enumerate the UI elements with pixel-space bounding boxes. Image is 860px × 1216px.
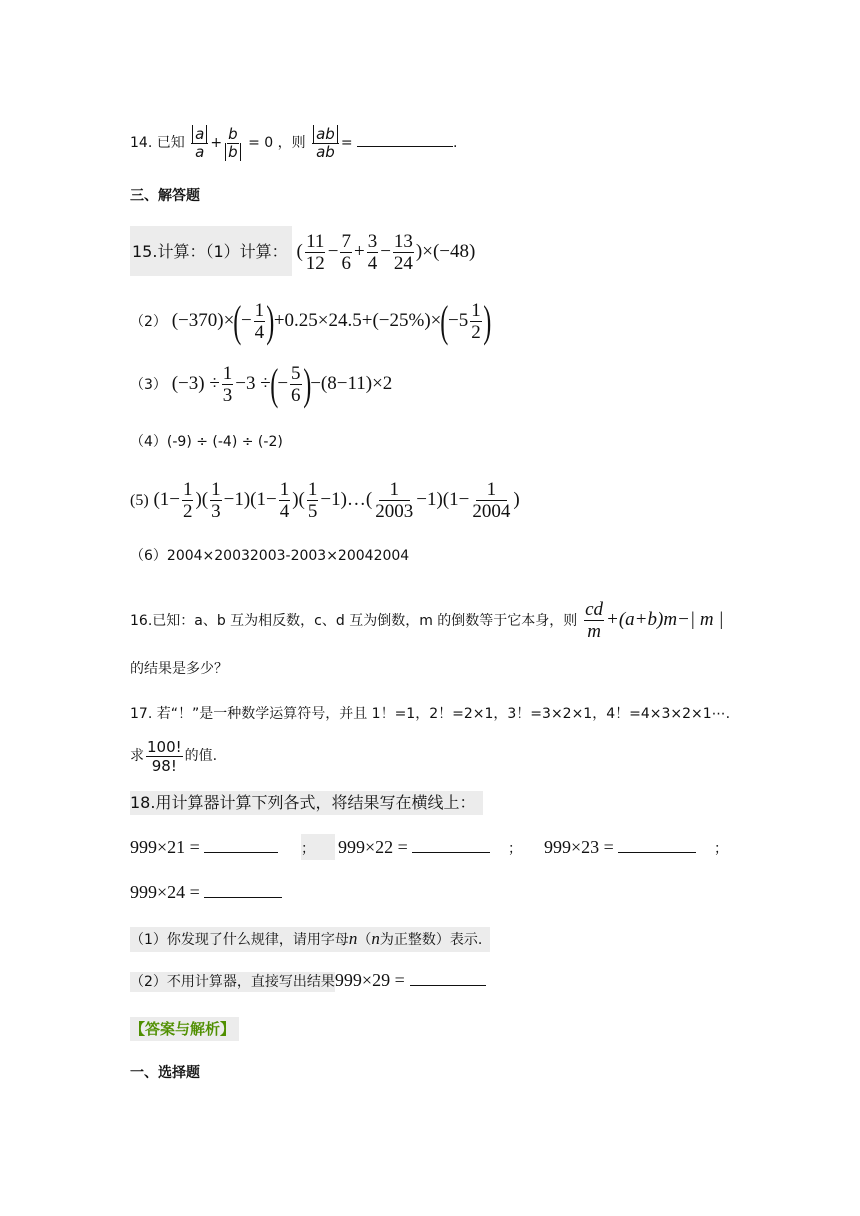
section-heading-3: 三、解答题 xyxy=(130,188,200,204)
q16-expression: $\frac{cd}{m}$ +(a+b)m−| m | xyxy=(585,599,724,643)
q18-row1 xyxy=(130,837,278,857)
q15-p2-expression: (−370)×(− $\frac{1}{4}$ )+0.25×24.5+(−25%)×(−5 $\frac{1}{2}$ ) xyxy=(171,296,492,346)
q18-expr2: 999×22 = xyxy=(338,837,408,857)
q14-then: ，则 xyxy=(277,135,306,151)
q18-row1c xyxy=(544,837,696,857)
answer-heading: 【答案与解析】 xyxy=(130,1017,239,1041)
q15-label: 15.计算：（1）计算： xyxy=(130,226,292,276)
q18-blank1[interactable] xyxy=(204,852,278,853)
q14-eq: = 0 xyxy=(248,135,274,151)
q16-text: 16.已知：a、b 互为相反数，c、d 互为倒数，m 的倒数等于它本身，则 xyxy=(130,613,578,629)
q18-semi3: ； xyxy=(714,841,728,857)
q14-number: 14. xyxy=(130,135,153,151)
q15-p3-label: （3） xyxy=(130,377,167,393)
q15-part4: （4）(-9) ÷ (-4) ÷ (-2) xyxy=(130,434,283,450)
q14-prefix: 已知 xyxy=(156,135,185,151)
q14-dot: . xyxy=(453,135,458,151)
q18-blank4[interactable] xyxy=(204,897,282,898)
q18-semi2: ； xyxy=(508,841,522,857)
q18-sub1: （1）你发现了什么规律，请用字母n（n为正整数）表示. xyxy=(130,927,490,952)
q18-sub2-expr: 999×29 = xyxy=(334,970,405,990)
q14-condition: $\frac{a}{a}$ + $\frac{b}{b}$ xyxy=(189,135,248,151)
q18-row2 xyxy=(130,882,282,902)
q18-expr3: 999×23 = xyxy=(544,837,614,857)
question-16 xyxy=(130,592,724,648)
q15-p2-label: （2） xyxy=(130,314,167,330)
q15-part1 xyxy=(130,226,475,274)
q15-part5 xyxy=(130,476,520,524)
q18-sub2-text: （2）不用计算器，直接写出结果 xyxy=(130,974,335,990)
q17-tail: 的值. xyxy=(184,748,218,764)
q18-sub2 xyxy=(130,970,486,992)
section-heading-1: 一、选择题 xyxy=(130,1065,200,1081)
q18-row1b xyxy=(338,837,490,857)
q15-p1-expression: ( $\frac{11}{12}$ − $\frac{7}{6}$ + $\frac{3}{4}$ − $\frac{13}{24}$ )×(−48) xyxy=(296,231,476,275)
q15-part6: （6）2004×20032003-2003×20042004 xyxy=(130,548,410,564)
q17-line2 xyxy=(130,735,217,777)
q18-expr1: 999×21 = xyxy=(130,837,200,857)
q15-p3-expression: (−3) ÷ $\frac{1}{3}$ −3 ÷(− $\frac{5}{6}$ )−(8−11)×2 xyxy=(171,359,393,409)
q14-target: $\frac{ab}{ab}$ = xyxy=(310,135,357,151)
q15-part2 xyxy=(130,297,490,345)
q18-expr4: 999×24 = xyxy=(130,882,200,902)
q18-semi1: ； xyxy=(301,834,335,860)
q18-title: 18.用计算器计算下列各式，将结果写在横线上： xyxy=(130,791,483,815)
q15-p5-expression: (1− $\frac{1}{2}$ )( $\frac{1}{3}$ −1)(1− $\frac{1}{4}$ )( $\frac{1}{5}$ −1)…( $\frac{1}{2003}$ −1)(1− $\frac{1}{2004}$ ) xyxy=(153,479,520,523)
question-14 xyxy=(130,118,457,168)
q17-line1: 17. 若“！”是一种数学运算符号，并且 1！=1，2！=2×1，3！=3×2×1，4！=4×3×2×1⋯. xyxy=(130,706,731,722)
q18-blank2[interactable] xyxy=(412,852,490,853)
q14-answer-blank[interactable] xyxy=(357,146,453,147)
q16-line2: 的结果是多少？ xyxy=(130,661,228,677)
q18-blank3[interactable] xyxy=(618,852,696,853)
q18-sub2-blank[interactable] xyxy=(410,985,486,986)
q15-part3 xyxy=(130,360,392,408)
q17-qiu: 求 xyxy=(130,748,144,764)
q17-fraction: $\frac{100!}{98!}$ xyxy=(147,737,182,775)
q15-p5-label: (5) xyxy=(130,492,149,509)
